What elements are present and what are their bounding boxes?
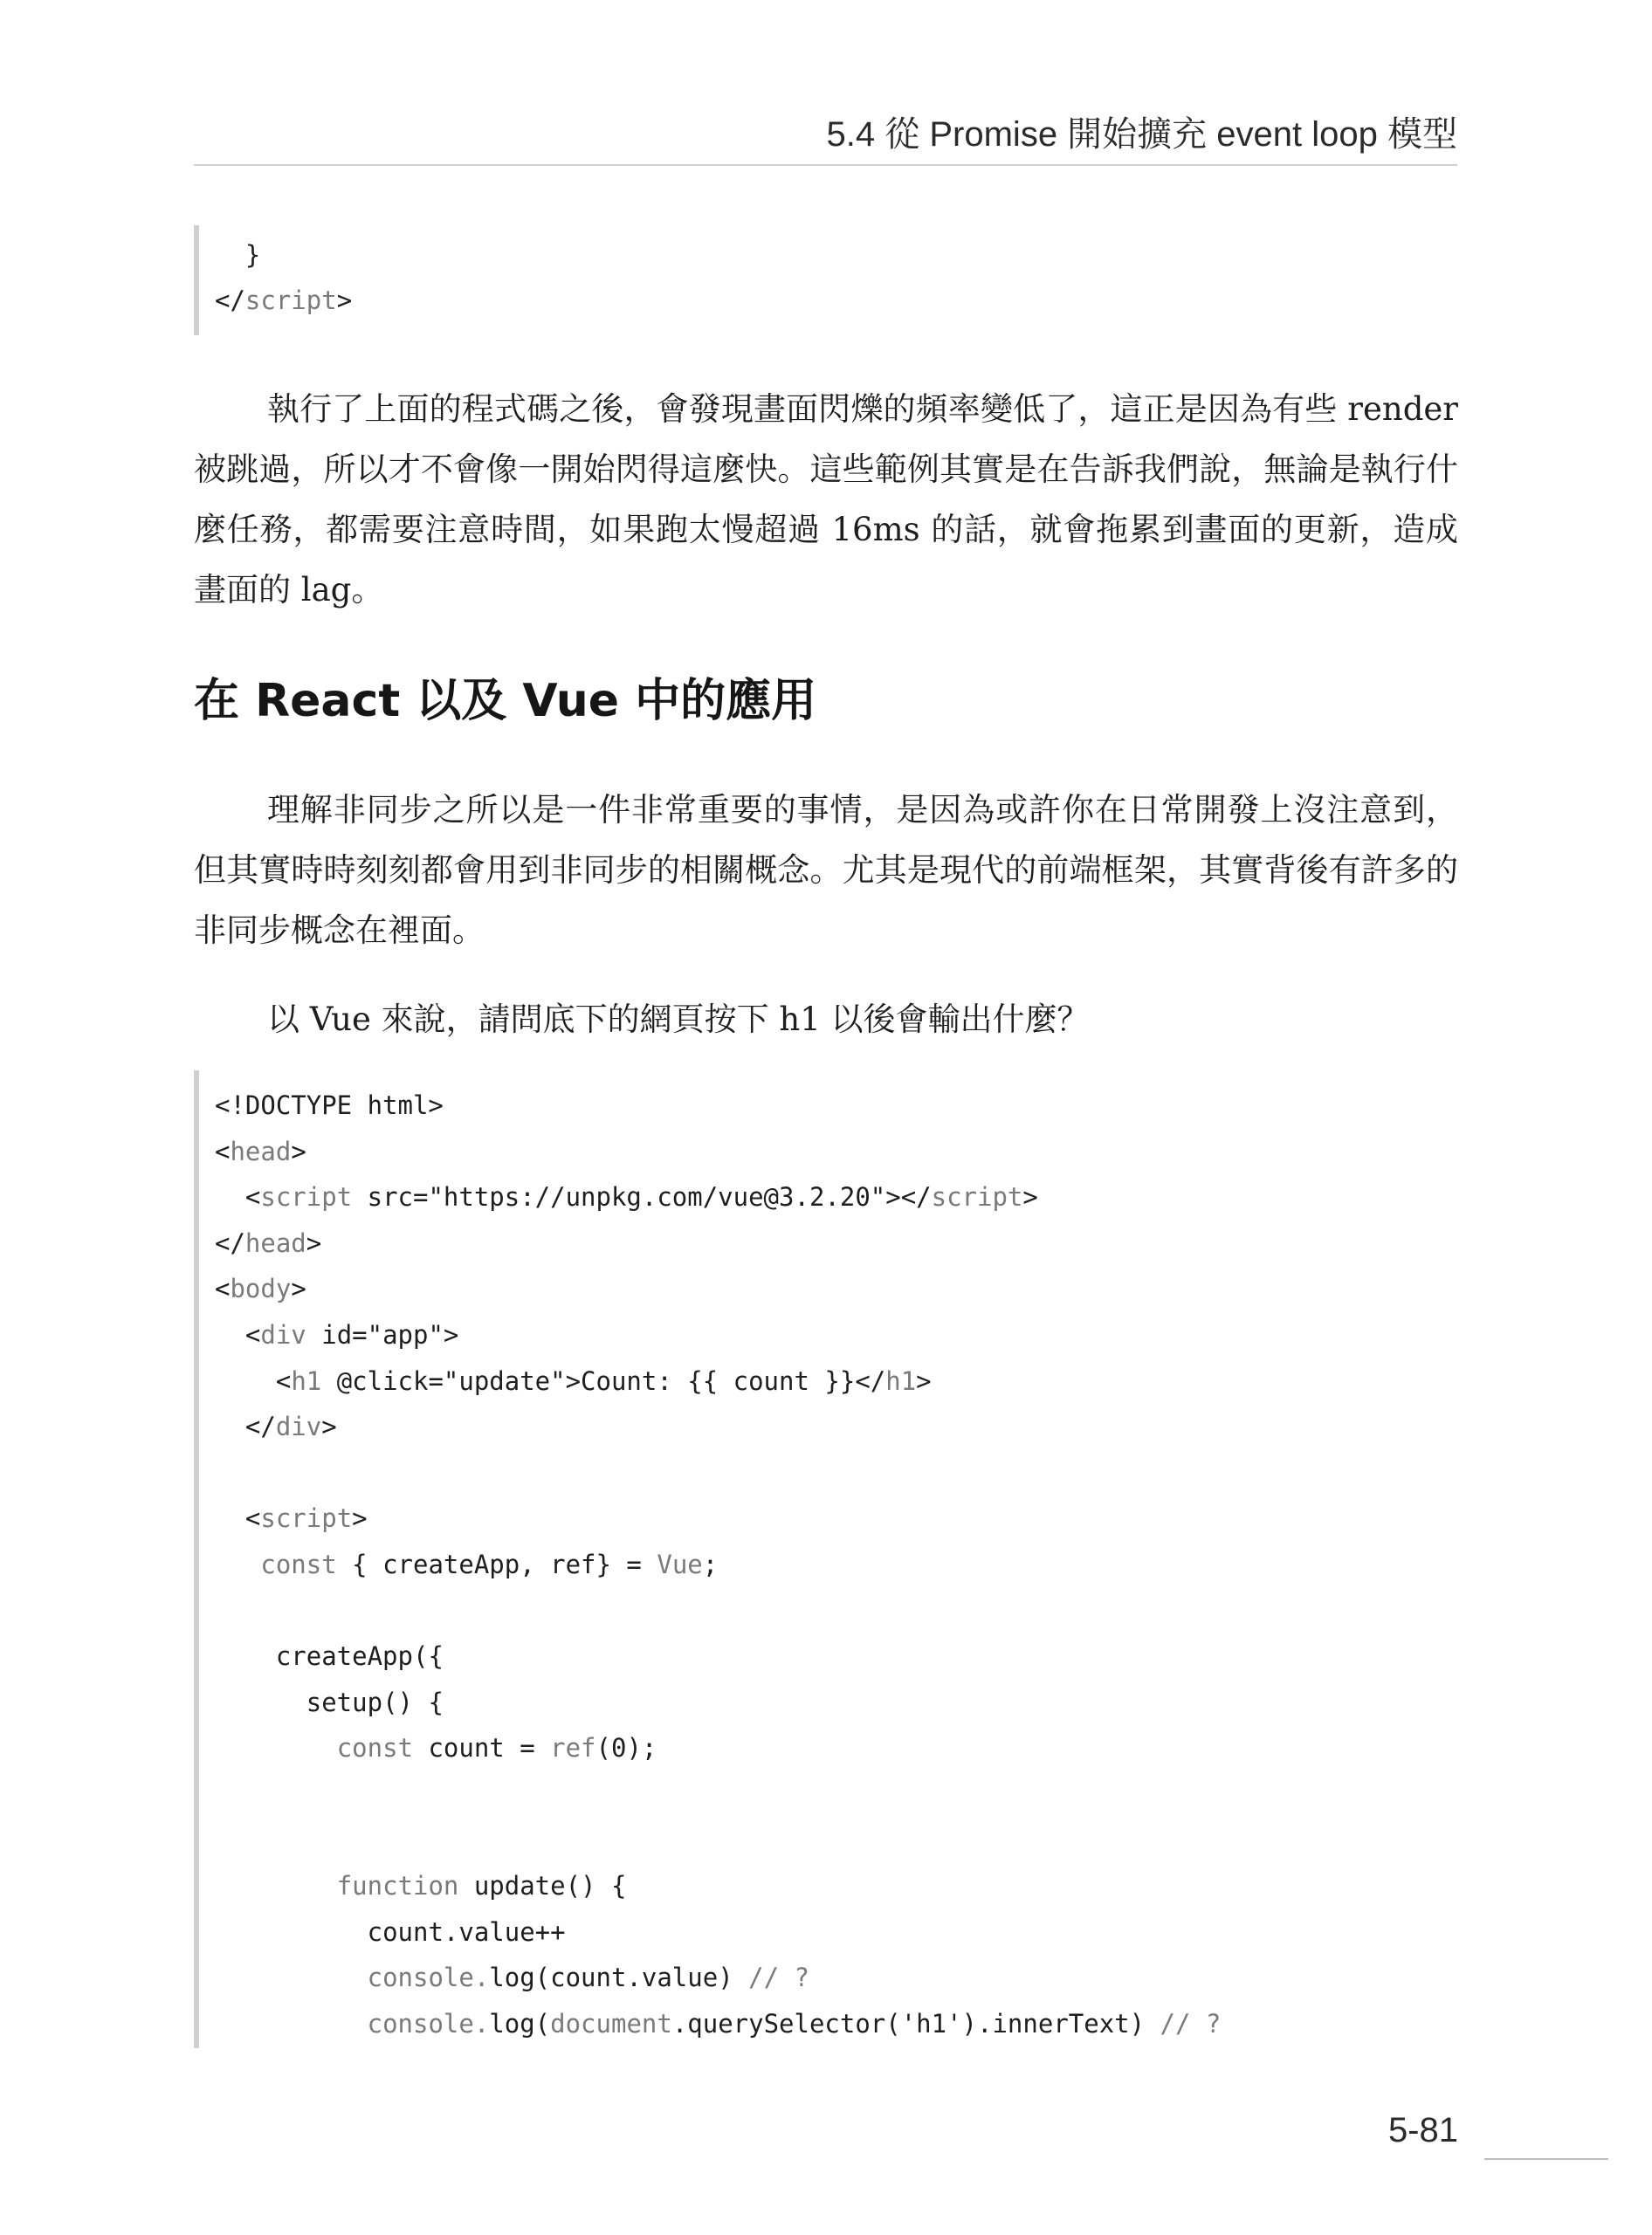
running-header (194, 103, 1457, 166)
code-token: { createApp, ref} = (336, 1550, 657, 1579)
code-token: } (244, 240, 261, 270)
page-number: 5-81 (1387, 2111, 1458, 2149)
code-line (215, 1409, 337, 1444)
code-token: head (230, 1136, 292, 1166)
code-token: src="https://unpkg.com/vue@3.2.20"></ (352, 1182, 932, 1213)
code-line (215, 1547, 718, 1582)
code-token: script (260, 1503, 353, 1534)
code-token: ref (550, 1733, 596, 1764)
code-line (215, 237, 260, 272)
code-token: console. (367, 2009, 490, 2039)
code-line (215, 1915, 566, 1950)
code-block-script-close (194, 225, 353, 335)
code-line (215, 1364, 932, 1399)
code-token: Vue (657, 1550, 703, 1579)
code-token: > (916, 1365, 932, 1396)
code-token: < (215, 1274, 231, 1304)
code-line (215, 1317, 458, 1352)
code-token: script (931, 1182, 1023, 1213)
code-line (215, 1088, 444, 1123)
code-token: // ? (1160, 2009, 1222, 2039)
code-token: < (275, 1365, 292, 1396)
code-token: > (291, 1274, 306, 1304)
code-token: > (291, 1136, 306, 1166)
code-token: </ (215, 285, 245, 315)
code-block-vue-example (194, 1070, 1222, 2048)
code-token: setup() { (306, 1687, 444, 1717)
code-token: count = (413, 1733, 551, 1764)
code-line (215, 1134, 306, 1169)
code-token: > (336, 285, 353, 315)
code-token: script (260, 1182, 353, 1213)
code-line (215, 1271, 306, 1306)
code-line (215, 1226, 321, 1261)
code-token: count.value++ (367, 1916, 566, 1947)
code-line (215, 1685, 444, 1720)
code-token: > (352, 1503, 368, 1534)
code-token: console. (367, 1963, 490, 1993)
code-token: document (550, 2009, 672, 2039)
code-token: > (321, 1412, 337, 1442)
header-section-title: 5.4 從 Promise 開始擴充 event loop 模型 (826, 115, 1457, 154)
code-line (215, 1501, 368, 1536)
body-paragraph-render-skip: 執行了上面的程式碼之後，會發現畫面閃爍的頻率變低了，這正是因為有些 render 被跳過，所以才不會像一開始閃得這麼快。這些範例其實是在告訴我們說，無論是執行什麼任務，都需要注意時間，如果跑太慢超過 16ms 的話，就會拖累到畫面的更新，造成畫面的 lag。 (194, 390, 1458, 609)
code-token: function (336, 1871, 459, 1901)
code-token: createApp({ (275, 1641, 444, 1672)
code-token: // ? (748, 1963, 809, 1993)
code-token: id="app"> (306, 1320, 459, 1350)
section-heading: 在 React 以及 Vue 中的應用 (194, 675, 817, 727)
code-token: div (260, 1320, 306, 1350)
code-token: body (230, 1274, 292, 1304)
code-token: update() { (458, 1871, 627, 1901)
code-token: > (306, 1228, 322, 1258)
footer-rule (1484, 2158, 1608, 2160)
code-token: (0); (595, 1733, 657, 1764)
body-paragraph-async-importance: 理解非同步之所以是一件非常重要的事情，是因為或許你在日常開發上沒注意到，但其實時時刻刻都會用到非同步的相關概念。尤其是現代的前端框架，其實背後有許多的非同步概念在裡面。 (194, 791, 1458, 949)
code-line (215, 2006, 1221, 2041)
code-line (215, 1639, 444, 1674)
code-token: @click="update">Count: {{ count }}</ (321, 1365, 886, 1396)
code-token: h1 (885, 1365, 917, 1396)
code-token: <!DOCTYPE html> (215, 1090, 444, 1120)
code-token: < (215, 1136, 231, 1166)
code-token: < (244, 1182, 261, 1213)
code-token: head (244, 1228, 306, 1258)
code-token: > (1022, 1182, 1038, 1213)
code-token: log(count.value) (489, 1963, 749, 1993)
code-line (215, 1179, 1038, 1214)
code-token: const (336, 1733, 413, 1764)
code-token: .querySelector('h1').innerText) (671, 2009, 1160, 2039)
code-token: h1 (291, 1365, 322, 1396)
code-token: const (260, 1550, 337, 1579)
code-token: </ (244, 1412, 276, 1442)
code-token: log( (489, 2009, 551, 2039)
code-line (215, 283, 352, 318)
code-line (215, 1730, 657, 1765)
code-token: < (244, 1320, 261, 1350)
body-paragraph-vue-question: 以 Vue 來說，請問底下的網頁按下 h1 以後會輸出什麼？ (267, 1001, 1090, 1038)
code-token: ; (702, 1550, 719, 1579)
code-token: < (244, 1503, 261, 1534)
code-line (215, 1868, 626, 1903)
code-token: div (275, 1412, 322, 1442)
code-line (215, 1960, 809, 1995)
code-token: </ (215, 1228, 245, 1258)
code-token: script (244, 285, 337, 315)
